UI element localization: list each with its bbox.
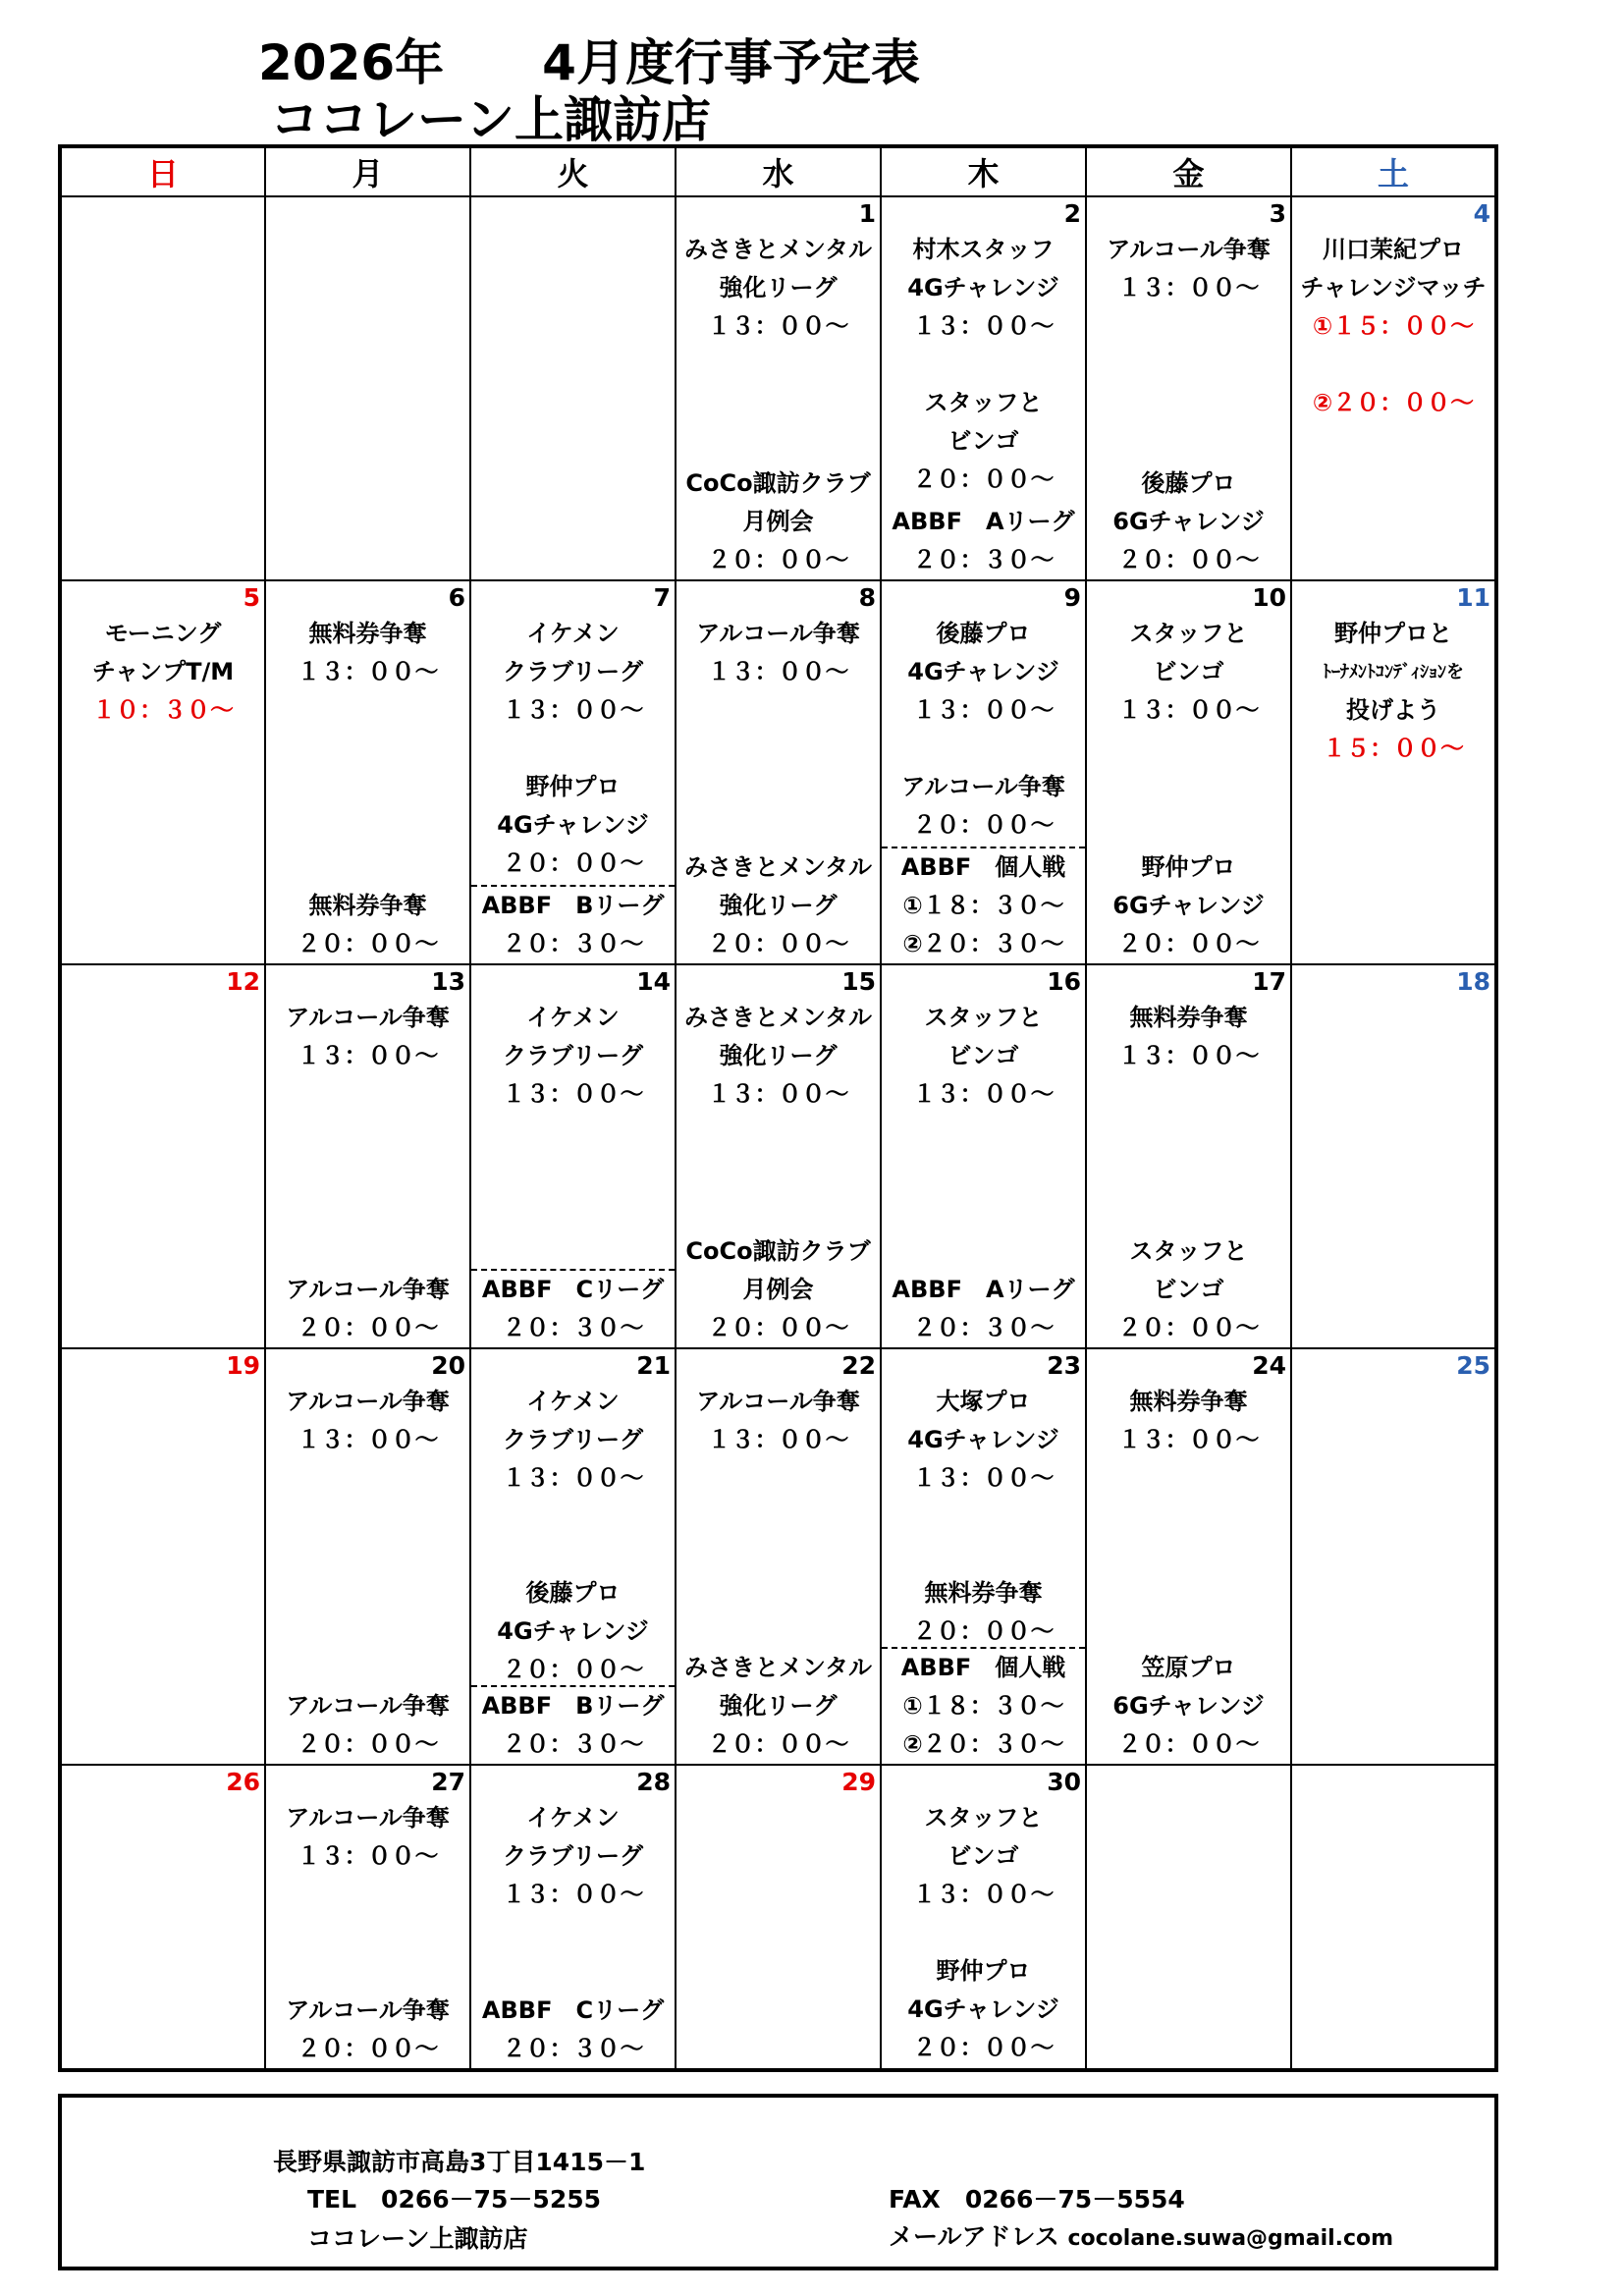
event-line: ２０：００～ — [1117, 1730, 1260, 1758]
event-line: 無料券争奪 — [308, 892, 427, 919]
event-line: ２０：３０～ — [502, 2035, 644, 2062]
event-line: １３：００～ — [502, 1881, 644, 1908]
event-line: チャンプT/M — [91, 658, 235, 685]
event-line: ①１５：００～ — [1312, 312, 1475, 340]
calendar-day-cell — [1291, 196, 1496, 580]
calendar-week-row — [60, 1348, 1496, 1765]
event-block-bottom — [882, 847, 1085, 963]
event-line: 6Gチャレンジ — [1112, 508, 1265, 535]
day-number: 24 — [1252, 1351, 1286, 1380]
day-number: 23 — [1047, 1351, 1081, 1380]
day-number: 22 — [841, 1351, 876, 1380]
event-line: ビンゴ — [947, 427, 1019, 455]
event-line: ABBF 個人戦 — [900, 853, 1066, 881]
event-line: 無料券争奪 — [1129, 1388, 1248, 1415]
event-line: スタッフと — [924, 1804, 1043, 1831]
event-block-bottom — [677, 1649, 880, 1764]
calendar-day-cell — [265, 1765, 470, 2070]
calendar-day-cell — [1086, 964, 1291, 1348]
event-block-top — [266, 1799, 469, 1876]
event-line: アルコール争奪 — [286, 1804, 450, 1831]
event-line: ABBF Bリーグ — [481, 892, 665, 919]
event-line: イケメン — [526, 1004, 620, 1031]
calendar-day-cell — [470, 964, 676, 1348]
day-number: 12 — [226, 967, 260, 996]
event-line: １３：００～ — [912, 696, 1055, 724]
event-line: １３：００～ — [297, 1426, 439, 1453]
event-block-top — [882, 999, 1085, 1114]
email-address: cocolane.suwa@gmail.com — [1067, 2226, 1394, 2251]
event-line: 野仲プロ — [1141, 853, 1236, 881]
event-block-top — [1292, 615, 1494, 768]
event-line: 6Gチャレンジ — [1112, 892, 1265, 919]
event-block-bottom — [677, 465, 880, 579]
weekday-saturday: 土 — [1291, 146, 1496, 196]
event-block-bottom — [471, 1685, 675, 1764]
event-line: ２０：００～ — [912, 465, 1055, 493]
day-number: 17 — [1252, 967, 1286, 996]
event-line: １３：００～ — [1117, 274, 1260, 301]
event-block-bottom — [677, 1232, 880, 1347]
day-number: 20 — [431, 1351, 465, 1380]
day-number: 15 — [841, 967, 876, 996]
event-block-top — [677, 615, 880, 691]
event-line: ビンゴ — [947, 1042, 1019, 1069]
event-block-top — [266, 1383, 469, 1459]
event-block-top — [471, 999, 675, 1114]
event-line: クラブリーグ — [502, 658, 644, 685]
store-address: 長野県諏訪市高島3丁目1415－1 — [273, 2148, 646, 2176]
event-line: 大塚プロ — [936, 1388, 1031, 1415]
event-line: ２０：００～ — [912, 2034, 1055, 2061]
event-line: 後藤プロ — [1141, 469, 1236, 497]
event-line: １３：００～ — [707, 658, 849, 685]
event-line: モーニング — [104, 620, 222, 647]
event-line: CoCo諏訪クラブ — [685, 469, 871, 497]
event-line: みさきとメンタル — [683, 236, 873, 263]
day-number: 27 — [431, 1768, 465, 1796]
event-line: １５：００～ — [1323, 735, 1464, 762]
event-line: １３：００～ — [502, 1080, 644, 1108]
weekday-sunday: 日 — [60, 146, 265, 196]
event-block-top — [1087, 1383, 1290, 1459]
event-line: ２０：００～ — [912, 1617, 1055, 1645]
event-block-bottom — [882, 503, 1085, 579]
day-number: 9 — [1063, 583, 1081, 612]
calendar-day-cell — [1086, 1348, 1291, 1765]
event-line: ①１８：３０～ — [902, 892, 1064, 919]
event-line — [882, 346, 1085, 384]
event-line: 強化リーグ — [719, 1042, 838, 1069]
page-title: 2026年 4月度行事予定表 — [258, 34, 920, 91]
event-line: ABBF Cリーグ — [481, 1276, 665, 1303]
event-block-bottom — [1087, 1232, 1290, 1347]
event-line: 4Gチャレンジ — [497, 811, 649, 839]
event-line: ２０：３０～ — [912, 546, 1055, 574]
event-line: スタッフと — [1129, 1237, 1248, 1265]
event-line: １３：００～ — [912, 1464, 1055, 1492]
event-line: ２０：００～ — [707, 930, 849, 957]
event-line: クラブリーグ — [502, 1042, 644, 1069]
event-line: 無料券争奪 — [308, 620, 427, 647]
event-line: ①１８：３０～ — [902, 1692, 1064, 1720]
event-line: 後藤プロ — [525, 1579, 621, 1607]
event-line: ABBF Bリーグ — [481, 1692, 665, 1720]
event-line: ビンゴ — [947, 1842, 1019, 1870]
event-block-bottom — [1087, 848, 1290, 963]
event-line: 野仲プロ — [936, 1957, 1031, 1985]
event-line: １３：００～ — [297, 658, 439, 685]
event-line: ビンゴ — [1153, 1276, 1224, 1303]
event-line: 川口茉紀プロ — [1323, 236, 1464, 263]
event-line: みさきとメンタル — [683, 1654, 873, 1681]
calendar-day-cell — [1086, 196, 1291, 580]
event-line: １３：００～ — [1117, 696, 1260, 724]
event-line: アルコール争奪 — [286, 1276, 450, 1303]
event-line: 野仲プロと — [1334, 620, 1452, 647]
event-block-top — [471, 1799, 675, 1914]
event-block-top — [1087, 615, 1290, 730]
calendar-day-cell — [676, 1765, 881, 2070]
event-line: １３：００～ — [912, 1080, 1055, 1108]
calendar-day-cell — [881, 196, 1086, 580]
event-line: 月例会 — [742, 508, 814, 535]
event-line: １３：００～ — [1117, 1042, 1260, 1069]
event-line: 強化リーグ — [719, 892, 838, 919]
event-block-top — [677, 1383, 880, 1459]
day-number: 10 — [1252, 583, 1286, 612]
event-line: ②２０：００～ — [1312, 389, 1475, 416]
event-line: みさきとメンタル — [683, 853, 873, 881]
event-line: イケメン — [526, 1388, 620, 1415]
event-line: ２０：３０～ — [502, 1730, 644, 1758]
event-line: １０：３０～ — [92, 696, 234, 724]
event-block-bottom — [471, 885, 675, 963]
calendar-day-cell — [1291, 580, 1496, 964]
event-line: １３：００～ — [707, 1426, 849, 1453]
event-block-top — [882, 1383, 1085, 1651]
event-line: 4Gチャレンジ — [497, 1617, 649, 1645]
calendar-day-cell — [470, 196, 676, 580]
event-line: クラブリーグ — [502, 1426, 644, 1453]
event-line: ２０：００～ — [1117, 1314, 1260, 1341]
calendar-day-cell — [1086, 1765, 1291, 2070]
event-line: １３：００～ — [912, 312, 1055, 340]
event-line: 投げよう — [1346, 696, 1440, 724]
event-line: アルコール争奪 — [286, 1692, 450, 1720]
weekday-wednesday: 水 — [676, 146, 881, 196]
event-block-top — [62, 615, 264, 730]
day-number: 28 — [636, 1768, 671, 1796]
event-line: ABBF Cリーグ — [481, 1996, 665, 2024]
calendar-day-cell — [60, 1348, 265, 1765]
event-line: 無料券争奪 — [1129, 1004, 1248, 1031]
event-block-bottom — [266, 887, 469, 963]
event-line — [882, 1914, 1085, 1952]
event-line: ２０：００～ — [1117, 930, 1260, 957]
calendar-day-cell — [265, 580, 470, 964]
event-block-top — [471, 615, 675, 883]
event-line: 4Gチャレンジ — [907, 274, 1059, 301]
calendar-day-cell — [470, 1348, 676, 1765]
calendar-day-cell — [676, 196, 881, 580]
event-line — [471, 1536, 675, 1574]
event-line: 月例会 — [742, 1276, 814, 1303]
event-line: ビンゴ — [1153, 658, 1224, 685]
calendar-week-row — [60, 580, 1496, 964]
event-line: 6Gチャレンジ — [1112, 1692, 1265, 1720]
event-line: アルコール争奪 — [286, 1004, 450, 1031]
calendar-week-row — [60, 196, 1496, 580]
day-number: 5 — [243, 583, 260, 612]
store-tel: TEL 0266－75－5255 — [307, 2185, 602, 2214]
event-line: １３：００～ — [707, 312, 849, 340]
event-line: アルコール争奪 — [286, 1388, 450, 1415]
event-block-bottom — [882, 1271, 1085, 1347]
calendar-day-cell — [265, 196, 470, 580]
store-name-heading: ココレーン上諏訪店 — [270, 91, 711, 148]
day-number: 25 — [1456, 1351, 1490, 1380]
event-line: 野仲プロ — [525, 773, 621, 800]
event-block-top — [1292, 231, 1494, 422]
day-number: 11 — [1456, 583, 1490, 612]
event-line — [882, 1498, 1085, 1536]
event-line: みさきとメンタル — [683, 1004, 873, 1031]
event-line: ２０：００～ — [707, 1730, 849, 1758]
event-line: 後藤プロ — [936, 620, 1031, 647]
event-line: 強化リーグ — [719, 274, 838, 301]
event-line: ②２０：３０～ — [902, 1730, 1064, 1758]
calendar-day-cell — [470, 580, 676, 964]
weekday-tuesday: 火 — [470, 146, 676, 196]
day-number: 7 — [653, 583, 671, 612]
day-number: 13 — [431, 967, 465, 996]
event-line: ２０：３０～ — [912, 1314, 1055, 1341]
event-block-top — [471, 1383, 675, 1689]
calendar-week-row — [60, 1765, 1496, 2070]
calendar-day-cell — [676, 580, 881, 964]
calendar-table — [58, 144, 1498, 2072]
calendar-day-cell — [676, 964, 881, 1348]
event-line: 笠原プロ — [1141, 1654, 1236, 1681]
event-block-top — [1087, 999, 1290, 1075]
store-info-footer — [58, 2094, 1498, 2270]
event-line: １３：００～ — [1117, 1426, 1260, 1453]
event-line: チャレンジマッチ — [1300, 274, 1487, 301]
event-line: ２０：００～ — [297, 1314, 439, 1341]
event-block-bottom — [1087, 465, 1290, 579]
event-block-top — [266, 999, 469, 1075]
event-line: １３：００～ — [707, 1080, 849, 1108]
calendar-day-cell — [60, 196, 265, 580]
calendar-day-cell — [265, 964, 470, 1348]
event-line: ２０：３０～ — [502, 1314, 644, 1341]
calendar-week-row — [60, 964, 1496, 1348]
event-block-top — [677, 231, 880, 346]
event-line: ２０：３０～ — [502, 930, 644, 957]
event-block-bottom — [266, 1271, 469, 1347]
event-line: CoCo諏訪クラブ — [685, 1237, 871, 1265]
event-line: クラブリーグ — [502, 1842, 644, 1870]
event-line: ２０：００～ — [297, 930, 439, 957]
event-block-top — [882, 615, 1085, 845]
calendar-day-cell — [470, 1765, 676, 2070]
event-line: ２０：００～ — [707, 1314, 849, 1341]
event-line: アルコール争奪 — [696, 620, 860, 647]
calendar-day-cell — [676, 1348, 881, 1765]
event-block-bottom — [266, 1992, 469, 2068]
calendar-day-cell — [60, 1765, 265, 2070]
event-block-top — [1087, 231, 1290, 307]
event-block-top — [882, 1799, 1085, 2067]
event-line: スタッフと — [924, 389, 1043, 416]
event-line: 無料券争奪 — [924, 1579, 1043, 1607]
day-number: 29 — [841, 1768, 876, 1796]
event-line: アルコール争奪 — [901, 773, 1065, 800]
day-number: 18 — [1456, 967, 1490, 996]
event-line: １３：００～ — [297, 1042, 439, 1069]
event-line: アルコール争奪 — [1107, 236, 1271, 263]
weekday-monday: 月 — [265, 146, 470, 196]
event-line: 4Gチャレンジ — [907, 658, 1059, 685]
event-line: 村木スタッフ — [912, 236, 1055, 263]
event-line: ABBF Aリーグ — [892, 1276, 1075, 1303]
event-line: １３：００～ — [502, 1464, 644, 1492]
event-line: 4Gチャレンジ — [907, 1426, 1059, 1453]
weekday-friday: 金 — [1086, 146, 1291, 196]
event-block-bottom — [1087, 1649, 1290, 1764]
store-email — [889, 2217, 1393, 2253]
event-line — [471, 730, 675, 768]
day-number: 16 — [1047, 967, 1081, 996]
event-line: ２０：００～ — [1117, 546, 1260, 574]
day-number: 30 — [1047, 1768, 1081, 1796]
event-line: 4Gチャレンジ — [907, 1995, 1059, 2023]
day-number: 3 — [1269, 199, 1286, 228]
event-block-bottom — [471, 1269, 675, 1347]
store-fax: FAX 0266－75－5554 — [889, 2185, 1185, 2214]
day-number: 6 — [448, 583, 465, 612]
event-line: ﾄｰﾅﾒﾝﾄｺﾝﾃﾞｨｼｮﾝを — [1323, 662, 1464, 683]
calendar-day-cell — [265, 1348, 470, 1765]
event-line: ２０：００～ — [297, 1730, 439, 1758]
event-line — [471, 1498, 675, 1536]
day-number: 2 — [1063, 199, 1081, 228]
event-line: １３：００～ — [502, 696, 644, 724]
weekday-thursday: 木 — [881, 146, 1086, 196]
calendar-day-cell — [60, 964, 265, 1348]
calendar-day-cell — [1291, 1765, 1496, 2070]
event-line: アルコール争奪 — [696, 1388, 860, 1415]
day-number: 8 — [858, 583, 876, 612]
store-name: ココレーン上諏訪店 — [307, 2224, 528, 2253]
event-line: ２０：００～ — [707, 546, 849, 574]
calendar-day-cell — [881, 1765, 1086, 2070]
event-block-top — [266, 615, 469, 691]
event-line: ABBF 個人戦 — [900, 1654, 1066, 1681]
event-block-bottom — [882, 1647, 1085, 1764]
day-number: 4 — [1473, 199, 1490, 228]
email-label: メールアドレス — [889, 2222, 1059, 2251]
calendar-day-cell — [1291, 964, 1496, 1348]
day-number: 1 — [858, 199, 876, 228]
calendar-day-cell — [881, 580, 1086, 964]
calendar-day-cell — [881, 1348, 1086, 1765]
calendar-day-cell — [60, 580, 265, 964]
calendar-day-cell — [881, 964, 1086, 1348]
event-line: １３：００～ — [297, 1842, 439, 1870]
event-block-bottom — [266, 1687, 469, 1764]
event-line: イケメン — [526, 620, 620, 647]
day-number: 14 — [636, 967, 671, 996]
calendar-day-cell — [1086, 580, 1291, 964]
event-block-top — [882, 231, 1085, 499]
event-block-top — [677, 999, 880, 1114]
event-line: ２０：００～ — [297, 2035, 439, 2062]
event-line: イケメン — [526, 1804, 620, 1831]
event-line: １３：００～ — [912, 1881, 1055, 1908]
event-block-bottom — [471, 1992, 675, 2068]
event-line: ２０：００～ — [912, 811, 1055, 839]
event-line — [1292, 346, 1494, 384]
event-line: 強化リーグ — [719, 1692, 838, 1720]
event-line — [882, 1536, 1085, 1574]
event-line — [882, 730, 1085, 768]
day-number: 21 — [636, 1351, 671, 1380]
day-number: 19 — [226, 1351, 260, 1380]
event-line: アルコール争奪 — [286, 1996, 450, 2024]
event-line: スタッフと — [1129, 620, 1248, 647]
event-line: スタッフと — [924, 1004, 1043, 1031]
event-line: ２０：００～ — [502, 1656, 644, 1683]
calendar-day-cell — [1291, 1348, 1496, 1765]
event-line: ②２０：３０～ — [902, 930, 1064, 957]
event-block-bottom — [677, 848, 880, 963]
event-line: ２０：００～ — [502, 849, 644, 877]
weekday-header-row — [60, 146, 1496, 196]
event-line: ABBF Aリーグ — [892, 508, 1075, 535]
day-number: 26 — [226, 1768, 260, 1796]
